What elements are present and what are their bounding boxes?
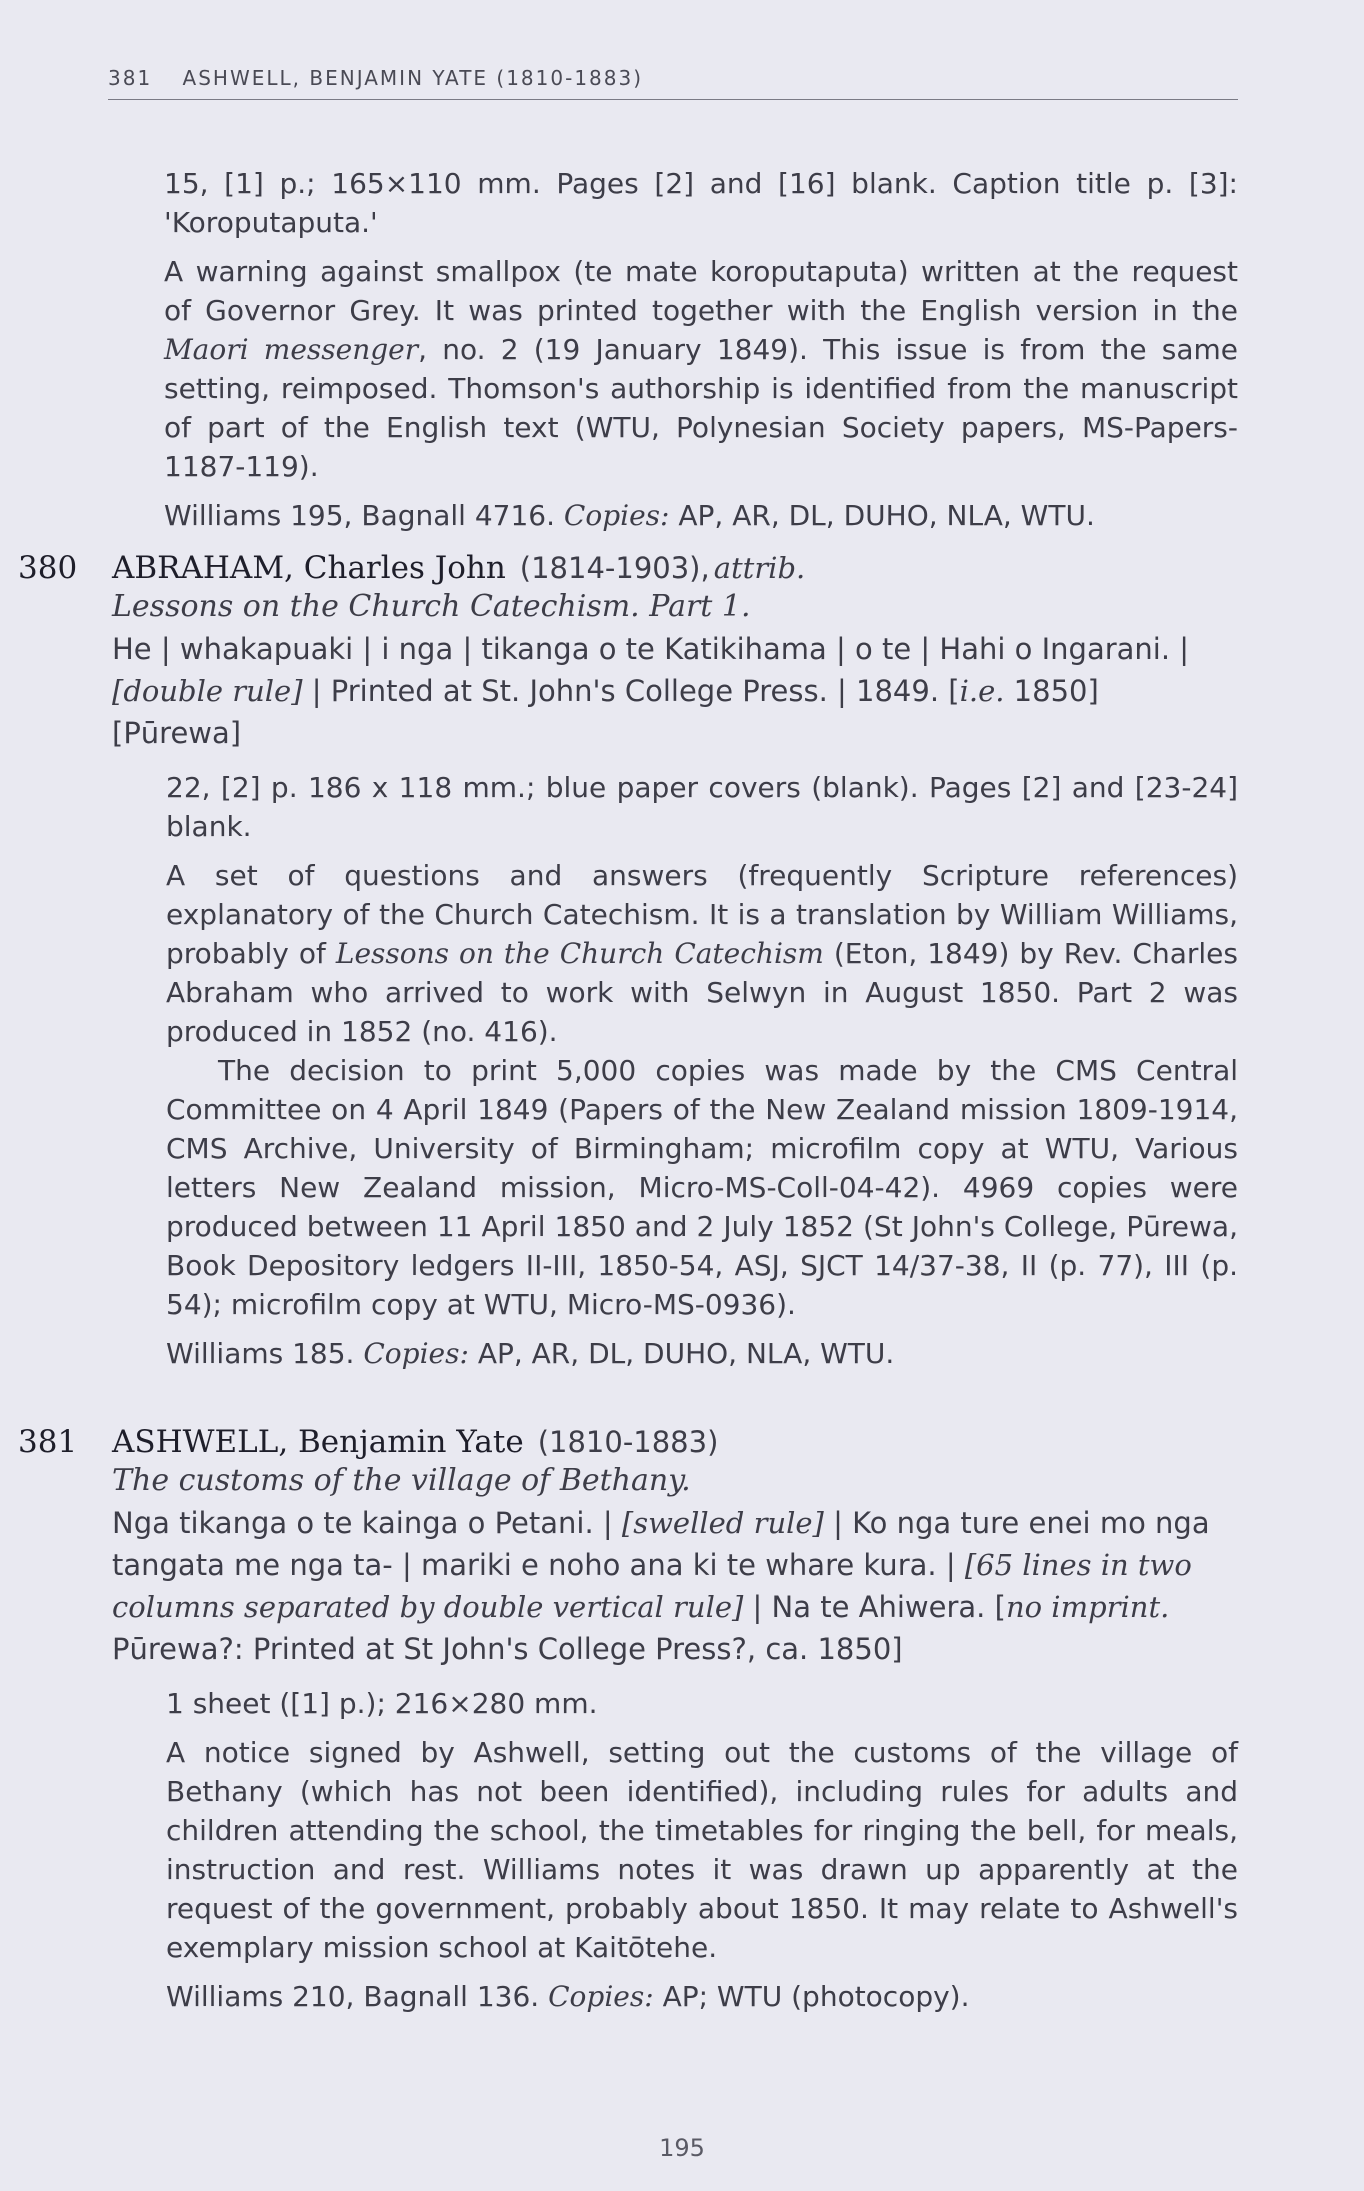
running-head-text: ASHWELL, BENJAMIN YATE (1810-1883) [182, 66, 644, 90]
note-paragraph: A notice signed by Ashwell, setting out the customs of the village of Bethany (which has not been identified), including rules for adults and children attending the school, the timetables for ringing the bell, for meals, instruction and rest. Williams notes it was drawn up apparently at the request of the government, probably about 1850. It may relate to Ashwell's exemplary mission school at Kaitōtehe. [166, 1736, 1238, 1964]
entry-380 [18, 550, 1238, 1373]
entry-body [166, 1684, 1238, 2016]
references: Williams 185. Copies: AP, AR, DL, DUHO, NLA, WTU. [166, 1337, 895, 1370]
entry-381 [18, 1424, 1238, 2016]
entry-attribution: attrib. [713, 551, 806, 585]
entry-transcription: He | whakapuaki | i nga | tikanga o te Katikihama | o te | Hahi o Ingarani. | [double rule] | Printed at St. John's College Press. | 1849. [i.e. 1850] [Pūrewa] [112, 632, 1190, 750]
entry-title: The customs of the village of Bethany. [112, 1463, 691, 1498]
copies-label: Copies: [363, 1337, 469, 1370]
entry-dates: (1814-1903), [519, 551, 710, 585]
note-paragraph: The decision to print 5,000 copies was made by the CMS Central Committee on 4 April 1849 (Papers of the New Zealand mission 1809-1914, CMS Archive, University of Birmingham; microfilm copy at WTU, Various letters New Zealand mission, Micro-MS-Coll-04-42). 4969 copies were produced between 11 April 1850 and 2 July 1852 (St John's College, Pūrewa, Book Depository ledgers II-III, 1850-54, ASJ, SJCT 14/37-38, II (p. 77), III (p. 54); microfilm copy at WTU, Micro-MS-0936). [166, 1054, 1238, 1321]
entry-body [166, 768, 1238, 1373]
entry-heading [18, 1424, 1238, 1460]
physical-description: 22, [2] p. 186 x 118 mm.; blue paper covers (blank). Pages [2] and [23-24] blank. [166, 771, 1238, 843]
entry-author: ABRAHAM, Charles John [112, 550, 506, 586]
entry-dates: (1810-1883) [537, 1425, 719, 1459]
note-paragraph: A warning against smallpox (te mate koroputaputa) written at the request of Governor Grey. It was printed together with the English version in the Maori messenger, no. 2 (19 January 1849). This issue is from the same setting, reimposed. Thomson's authorship is identified from the manuscript of part of the English text (WTU, Polynesian Society papers, MS-Papers-1187-119). [164, 255, 1238, 483]
running-head [108, 66, 1238, 100]
entry-transcription: Nga tikanga o te kainga o Petani. | [swelled rule] | Ko nga ture enei mo nga tangata me nga ta- | mariki e noho ana ki te whare kura. | [65 lines in two columns separated by double vertical rule] | Na te Ahiwera. [no imprint. Pūrewa?: Printed at St John's College Press?, ca. 1850] [112, 1506, 1210, 1666]
copies-label: Copies: [563, 499, 670, 532]
copies-label: Copies: [548, 1980, 654, 2013]
page-number: 195 [659, 2134, 705, 2162]
italic-title: Maori messenger [164, 333, 419, 366]
physical-description: 15, [1] p.; 165×110 mm. Pages [2] and [16] blank. Caption title p. [3]: 'Koroputaputa.' [164, 167, 1238, 239]
entry-number: 380 [18, 550, 78, 586]
entry-heading [18, 550, 1238, 586]
entry-title: Lessons on the Church Catechism. Part 1. [112, 589, 751, 624]
entry-number: 381 [18, 1424, 78, 1460]
references: Williams 195, Bagnall 4716. Copies: AP, AR, DL, DUHO, NLA, WTU. [164, 499, 1095, 532]
references: Williams 210, Bagnall 136. Copies: AP; WTU (photocopy). [166, 1980, 970, 2013]
continuation-block [164, 164, 1238, 535]
note-paragraph: A set of questions and answers (frequently Scripture references) explanatory of the Church Catechism. It is a translation by William Williams, probably of Lessons on the Church Catechism (Eton, 1849) by Rev. Charles Abraham who arrived to work with Selwyn in August 1850. Part 2 was produced in 1852 (no. 416). [166, 859, 1238, 1048]
physical-description: 1 sheet ([1] p.); 216×280 mm. [166, 1687, 598, 1720]
entry-author: ASHWELL, Benjamin Yate [112, 1424, 524, 1460]
running-head-entry-number: 381 [108, 66, 153, 90]
